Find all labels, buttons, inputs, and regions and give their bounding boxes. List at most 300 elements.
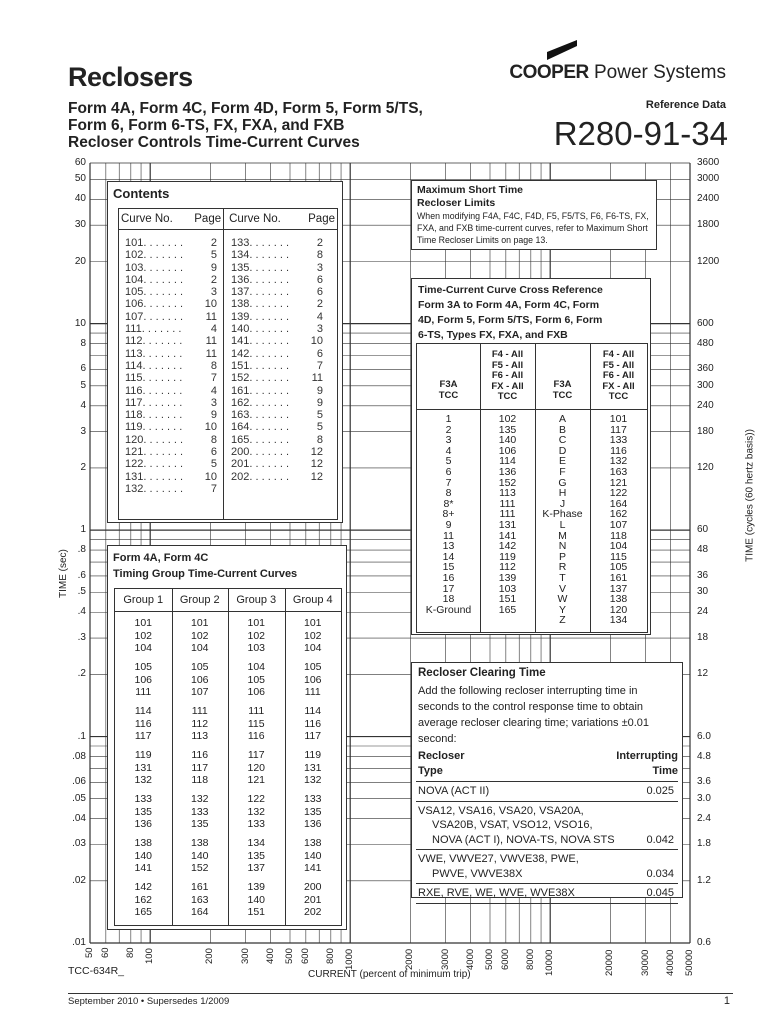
right-tick-label: 180 <box>697 425 714 437</box>
right-tick-label: 3600 <box>697 157 720 168</box>
timing-curve: 138 <box>303 837 322 849</box>
crossref-cell: 119 <box>499 550 516 563</box>
curve-page: 3 <box>210 396 217 409</box>
clearing-time-box <box>411 662 683 898</box>
curve-page: 7 <box>316 359 323 372</box>
right-tick-label: 24 <box>697 606 709 618</box>
curve-number: 120. . . . . . . <box>125 433 184 446</box>
timing-curve: 151 <box>247 906 266 918</box>
curve-number: 162. . . . . . . <box>231 396 290 409</box>
contents-header-right: Curve No. Page <box>229 213 335 225</box>
curve-number: 121. . . . . . . <box>125 446 184 459</box>
timing-curve: 104 <box>303 642 322 654</box>
contents-entry <box>125 446 217 458</box>
contents-entry <box>231 397 323 409</box>
curve-page: 6 <box>316 273 323 286</box>
bottom-tick-label: 3000 <box>439 948 451 970</box>
timing-curve: 103 <box>247 642 266 654</box>
timing-curve: 152 <box>190 862 209 874</box>
contents-entry <box>231 335 323 347</box>
left-tick-label: 50 <box>74 173 86 185</box>
contents-entry <box>231 385 323 397</box>
timing-curve: 165 <box>134 906 153 918</box>
contents-entry <box>231 360 323 372</box>
crossref-cell: 104 <box>609 540 628 553</box>
crossref-header-line: TCC <box>608 391 629 402</box>
timing-curve: 114 <box>304 705 322 717</box>
crossref-cell: 113 <box>499 487 516 500</box>
left-tick-label: .5 <box>77 586 86 598</box>
curve-number: 134. . . . . . . <box>231 249 290 262</box>
curve-number: 135. . . . . . . <box>231 261 290 274</box>
right-tick-label: 1200 <box>697 255 720 267</box>
bottom-tick-label: 5000 <box>484 948 495 970</box>
timing-curve: 135 <box>134 805 153 818</box>
timing-curve: 131 <box>134 761 153 774</box>
contents-entry <box>231 274 323 286</box>
curve-number: 103. . . . . . . <box>125 261 184 274</box>
crossref-header-line: TCC <box>497 391 518 402</box>
recloser-type: NOVA (ACT II) <box>418 785 490 797</box>
crossref-cell: 161 <box>609 572 628 584</box>
timing-curve: 138 <box>190 837 209 849</box>
crossref-cell: H <box>558 487 567 500</box>
crossref-cell: J <box>559 497 566 510</box>
timing-curve: 112 <box>191 717 209 730</box>
bottom-tick-label: 2000 <box>404 948 416 970</box>
timing-curve: 102 <box>134 629 153 642</box>
crossref-cell: 152 <box>498 476 517 489</box>
bottom-tick-label: 8000 <box>524 948 536 970</box>
curve-page: 9 <box>210 409 217 422</box>
contents-header-left: Curve No. Page <box>121 213 222 225</box>
timing-curve: 107 <box>190 686 209 698</box>
crossref-header <box>535 380 590 401</box>
bottom-tick-label: 500 <box>284 948 295 964</box>
curve-page: 4 <box>316 310 323 323</box>
contents-entry <box>125 286 217 298</box>
right-tick-label: 3.0 <box>697 792 711 804</box>
crossref-cell: 114 <box>499 455 516 468</box>
contents-entry <box>231 348 323 360</box>
timing-curve: 102 <box>303 629 322 642</box>
right-tick-label: 2.4 <box>697 812 711 824</box>
crossref-cell: 101 <box>609 413 628 425</box>
curve-number: 105. . . . . . . <box>125 286 184 299</box>
timing-group-box <box>107 545 347 930</box>
crossref-cell: F <box>559 466 566 478</box>
timing-curve: 120 <box>247 761 266 774</box>
contents-entry <box>231 323 323 335</box>
bottom-tick-label: 1000 <box>344 948 356 970</box>
curve-number: 132. . . . . . . <box>125 482 184 495</box>
crossref-cell: 142 <box>498 540 517 553</box>
crossref-cell: 163 <box>609 466 628 478</box>
timing-curve: 161 <box>190 881 209 893</box>
curve-page: 11 <box>311 372 323 385</box>
bottom-tick-label: 4000 <box>464 948 476 970</box>
timing-curve: 141 <box>134 862 153 874</box>
crossref-cell: 13 <box>442 540 455 553</box>
left-tick-label: 30 <box>74 219 86 231</box>
timing-curve: 102 <box>247 629 266 642</box>
crossref-cell: 116 <box>610 444 627 457</box>
curve-page: 8 <box>210 433 217 446</box>
curve-page: 8 <box>316 433 323 446</box>
curve-number: 131. . . . . . . <box>125 470 184 483</box>
curve-page: 10 <box>310 335 323 348</box>
right-tick-label: 3000 <box>697 173 720 185</box>
timing-curve: 135 <box>190 818 209 830</box>
interrupting-time: 0.025 <box>646 785 674 797</box>
crossref-cell: 141 <box>498 529 517 542</box>
right-tick-label: 480 <box>697 337 714 349</box>
bottom-tick-label: 40000 <box>664 949 676 976</box>
left-tick-label: 6 <box>80 363 86 375</box>
crossref-cell: 135 <box>498 423 517 436</box>
crossref-header-line: F4 - All <box>491 349 524 360</box>
recloser-type: VWE, VWVE27, VWVE38, PWE, <box>418 853 579 865</box>
contents-entry <box>231 311 323 323</box>
crossref-cell: P <box>558 550 566 563</box>
left-tick-label: .03 <box>72 838 86 850</box>
timing-curve: 133 <box>247 818 266 830</box>
timing-curve: 164 <box>190 906 209 918</box>
curve-page: 10 <box>204 421 217 434</box>
contents-entry <box>231 409 323 421</box>
timing-curve: 104 <box>247 661 266 673</box>
timing-curve: 118 <box>191 774 209 786</box>
curve-page: 3 <box>210 286 217 299</box>
curve-number: 102. . . . . . . <box>125 249 184 262</box>
clearing-rows <box>416 781 678 904</box>
crossref-title-line: 6-TS, Types FX, FXA, and FXB <box>418 329 568 341</box>
timing-curve: 201 <box>303 893 322 906</box>
crossref-cell: Z <box>559 614 566 627</box>
crossref-cell: 117 <box>610 423 627 436</box>
contents-entry <box>231 434 323 446</box>
timing-curve: 116 <box>247 730 265 742</box>
curve-page: 9 <box>316 384 323 397</box>
cross-reference-table <box>416 343 648 633</box>
timing-curve: 116 <box>134 717 152 730</box>
contents-entry <box>231 446 323 458</box>
crossref-cell: 115 <box>610 550 627 563</box>
curve-page: 9 <box>210 261 217 274</box>
limits-title-line-2: Recloser Limits <box>417 197 496 209</box>
contents-entry <box>231 458 323 470</box>
limits-body: When modifying F4A, F4C, F4D, F5, F5/TS, F6, F6-TS, FX, FXA, and FXB time-current curves, refer to Maximum Short Time Recloser Limits on page 13. <box>417 211 649 245</box>
right-tick-label: 18 <box>697 632 709 644</box>
timing-curve: 113 <box>191 730 209 742</box>
contents-entry <box>231 471 323 483</box>
timing-curve: 117 <box>134 730 152 742</box>
crossref-cell: 165 <box>498 603 517 616</box>
curve-number: 136. . . . . . . <box>231 273 290 286</box>
crossref-cell: 105 <box>609 561 628 574</box>
bottom-tick-label: 200 <box>204 948 216 964</box>
crossref-title-line: Form 3A to Form 4A, Form 4C, Form <box>418 299 600 311</box>
timing-curve: 111 <box>191 705 208 717</box>
timing-curve: 135 <box>247 849 266 862</box>
crossref-cell: 111 <box>499 497 516 510</box>
bottom-tick-label: 80 <box>124 947 136 958</box>
right-tick-label: 3.6 <box>697 776 711 788</box>
curve-number: 201. . . . . . . <box>231 458 290 471</box>
recloser-type: PWVE, VWVE38X <box>432 867 523 880</box>
curve-page: 8 <box>210 359 217 372</box>
timing-curve: 101 <box>134 617 153 629</box>
curve-page: 2 <box>210 273 217 286</box>
timing-curve: 200 <box>303 881 322 893</box>
timing-curve: 162 <box>134 893 153 906</box>
curve-number: 137. . . . . . . <box>231 286 290 299</box>
curve-number: 112. . . . . . . <box>125 335 183 348</box>
curve-number: 161. . . . . . . <box>231 384 290 397</box>
curve-number: 139. . . . . . . <box>231 310 290 323</box>
crossref-cell: K-Ground <box>425 603 472 616</box>
timing-curve: 105 <box>134 661 153 673</box>
crossref-cell: 2 <box>445 423 452 436</box>
timing-curve: 132 <box>303 774 322 786</box>
crossref-cell: 122 <box>609 487 628 500</box>
crossref-cell: 112 <box>499 561 516 574</box>
crossref-cell: 7 <box>445 476 452 489</box>
document-subtitle <box>68 100 423 151</box>
crossref-cell: G <box>558 476 567 489</box>
crossref-cell: 136 <box>498 466 517 478</box>
crossref-header-line: F5 - All <box>491 359 524 371</box>
curve-page: 5 <box>210 458 217 471</box>
crossref-cell: 140 <box>498 434 517 447</box>
contents-entry <box>125 385 217 397</box>
timing-curve: 140 <box>190 849 209 862</box>
curve-number: 101. . . . . . . <box>125 237 184 249</box>
contents-entry <box>231 249 323 261</box>
crossref-cell: 4 <box>445 444 452 457</box>
bottom-axis-title: CURRENT (percent of minimum trip) <box>308 969 471 980</box>
tcc-number: TCC-634R_ <box>68 965 125 977</box>
contents-title: Contents <box>113 186 170 201</box>
crossref-header-line: FX - All <box>491 380 524 392</box>
curve-page: 11 <box>205 347 217 360</box>
clearing-intro: Add the following recloser interrupting time in seconds to the control response time to obtain average recloser clearing time; variations ±0.01 second: <box>418 685 650 745</box>
contents-entry <box>125 471 217 483</box>
crossref-cell: 14 <box>442 550 455 563</box>
left-tick-label: .04 <box>72 812 86 824</box>
timing-group-table <box>114 588 342 926</box>
bottom-tick-label: 600 <box>299 948 311 964</box>
crossref-cell: 164 <box>609 497 628 510</box>
crossref-header-line: FX - All <box>602 380 635 392</box>
subtitle-line-2: Form 6, Form 6-TS, FX, FXA, and FXB <box>68 117 345 134</box>
timing-header: Group 3 <box>236 594 277 606</box>
crossref-title-line: 4D, Form 5, Form 5/TS, Form 6, Form <box>418 314 603 326</box>
crossref-cell: 133 <box>609 434 628 447</box>
bottom-tick-label: 60 <box>99 947 111 958</box>
timing-curve: 138 <box>134 837 153 849</box>
clearing-row <box>416 781 678 801</box>
timing-curve: 104 <box>134 642 153 654</box>
left-tick-label: .01 <box>72 937 86 948</box>
contents-entry <box>125 421 217 433</box>
curve-page: 5 <box>316 421 323 434</box>
curve-page: 7 <box>210 482 217 495</box>
left-tick-label: 2 <box>80 461 86 473</box>
timing-curve: 105 <box>247 673 266 686</box>
right-tick-label: 2400 <box>697 193 720 205</box>
crossref-header <box>480 350 535 403</box>
crossref-cell: K-Phase <box>542 508 583 521</box>
short-time-limits-box <box>411 180 657 250</box>
crossref-header-line: F6 - All <box>602 370 635 381</box>
crossref-cell: 162 <box>609 508 628 521</box>
timing-header: Group 2 <box>179 594 220 606</box>
crossref-cell: W <box>557 593 568 606</box>
contents-entry <box>125 372 217 384</box>
bottom-tick-label: 50000 <box>684 949 695 976</box>
timing-curve: 140 <box>303 849 322 862</box>
curve-page: 9 <box>316 396 323 409</box>
timing-curve: 135 <box>303 805 322 818</box>
brand-name: COOPER Power Systems <box>509 62 726 83</box>
crossref-cell: N <box>558 540 567 553</box>
contents-entry <box>125 409 217 421</box>
timing-curve: 142 <box>134 881 153 893</box>
left-tick-label: 1 <box>80 524 86 536</box>
interrupting-time: 0.034 <box>646 867 674 880</box>
contents-entry <box>231 421 323 433</box>
curve-page: 5 <box>210 249 217 262</box>
right-tick-label: 6.0 <box>697 730 711 742</box>
recloser-type: VSA12, VSA16, VSA20, VSA20A, <box>418 804 584 817</box>
crossref-cell: 137 <box>609 582 628 595</box>
crossref-cell: 121 <box>609 476 628 489</box>
curve-number: 113. . . . . . . <box>125 347 183 360</box>
timing-curve: 119 <box>304 749 322 761</box>
timing-curve: 139 <box>247 881 266 893</box>
curve-number: 142. . . . . . . <box>231 347 290 360</box>
crossref-cell: T <box>559 572 566 584</box>
right-axis-title: TIME (cycles (60 hertz basis)) <box>744 429 756 562</box>
right-tick-label: 30 <box>697 586 709 598</box>
curve-page: 6 <box>210 446 217 459</box>
timing-curve: 119 <box>134 749 152 761</box>
crossref-cell: 16 <box>442 572 455 584</box>
right-tick-label: 12 <box>697 668 709 680</box>
timing-header: Group 4 <box>292 594 333 606</box>
crossref-header-line: F3A <box>553 379 572 390</box>
crossref-cell: Y <box>558 603 566 616</box>
crossref-header-line: F4 - All <box>602 349 635 360</box>
footer-rule <box>68 993 733 994</box>
contents-entry <box>125 262 217 274</box>
page-number: 1 <box>723 995 730 1007</box>
contents-entry <box>125 458 217 470</box>
contents-entry <box>125 311 217 323</box>
crossref-header <box>590 350 647 403</box>
left-tick-label: .8 <box>77 544 86 556</box>
curve-page: 11 <box>205 335 217 348</box>
curve-number: 118. . . . . . . <box>125 409 183 422</box>
subtitle-line-1: Form 4A, Form 4C, Form 4D, Form 5, Form 5/TS, <box>68 100 423 117</box>
left-tick-label: .4 <box>77 606 86 618</box>
contents-entry <box>125 298 217 310</box>
clearing-row <box>416 849 678 883</box>
crossref-cell: V <box>558 582 566 595</box>
timing-curve: 136 <box>134 818 153 830</box>
crossref-cell: 134 <box>609 614 628 627</box>
right-tick-label: 240 <box>697 399 714 411</box>
right-tick-label: 300 <box>697 379 714 391</box>
left-tick-label: 40 <box>74 193 86 205</box>
right-tick-label: 48 <box>697 544 709 556</box>
recloser-type: RXE, RVE, WE, WVE, WVE38X <box>418 887 575 899</box>
timing-curve: 163 <box>190 893 209 906</box>
cross-reference-box <box>411 278 651 635</box>
crossref-cell: 11 <box>443 529 454 542</box>
crossref-cell: 107 <box>609 519 628 531</box>
curve-page: 4 <box>210 323 217 336</box>
right-tick-label: 360 <box>697 363 714 375</box>
timing-curve: 202 <box>303 906 322 918</box>
timing-curve: 141 <box>303 862 322 874</box>
curve-number: 151. . . . . . . <box>231 359 290 372</box>
curve-number: 164. . . . . . . <box>231 421 290 434</box>
crossref-header-line: F3A <box>439 379 458 390</box>
contents-entry <box>125 483 217 495</box>
limits-title-line-1: Maximum Short Time <box>417 184 523 196</box>
curve-number: 114. . . . . . . <box>125 359 183 372</box>
timing-title-line-2: Timing Group Time-Current Curves <box>113 568 298 580</box>
crossref-header-line: F5 - All <box>602 359 635 371</box>
right-tick-label: 60 <box>697 524 709 536</box>
crossref-cell: 111 <box>499 508 516 521</box>
crossref-cell: 8 <box>445 487 452 500</box>
clearing-row <box>416 801 678 850</box>
curve-page: 11 <box>205 310 217 323</box>
right-tick-label: 1800 <box>697 219 720 231</box>
right-tick-label: 0.6 <box>697 937 711 948</box>
footer-date: September 2010 • Supersedes 1/2009 <box>68 996 230 1007</box>
contents-entry <box>125 397 217 409</box>
left-tick-label: .2 <box>77 668 86 680</box>
contents-entry <box>125 434 217 446</box>
curve-page: 8 <box>316 249 323 262</box>
contents-entry <box>125 237 217 249</box>
crossref-cell: 8* <box>443 497 454 510</box>
clearing-row <box>416 883 678 904</box>
timing-curve: 140 <box>247 893 266 906</box>
timing-curve: 111 <box>304 686 321 698</box>
curve-page: 2 <box>210 237 217 249</box>
contents-entry <box>231 372 323 384</box>
crossref-title-line: Time-Current Curve Cross Reference <box>418 284 603 296</box>
clearing-col-recloser: Recloser Type <box>418 750 465 777</box>
timing-curve: 104 <box>190 642 209 654</box>
curve-number: 152. . . . . . . <box>231 372 290 385</box>
curve-page: 2 <box>316 298 323 311</box>
crossref-cell: 103 <box>498 582 517 595</box>
timing-curve: 105 <box>303 661 322 673</box>
timing-curve: 136 <box>303 818 322 830</box>
interrupting-time: 0.042 <box>646 833 674 846</box>
curve-number: 133. . . . . . . <box>231 237 290 249</box>
timing-curve: 117 <box>304 730 322 742</box>
curve-page: 10 <box>204 470 217 483</box>
clearing-title: Recloser Clearing Time <box>418 667 546 679</box>
left-tick-label: .3 <box>77 632 86 644</box>
